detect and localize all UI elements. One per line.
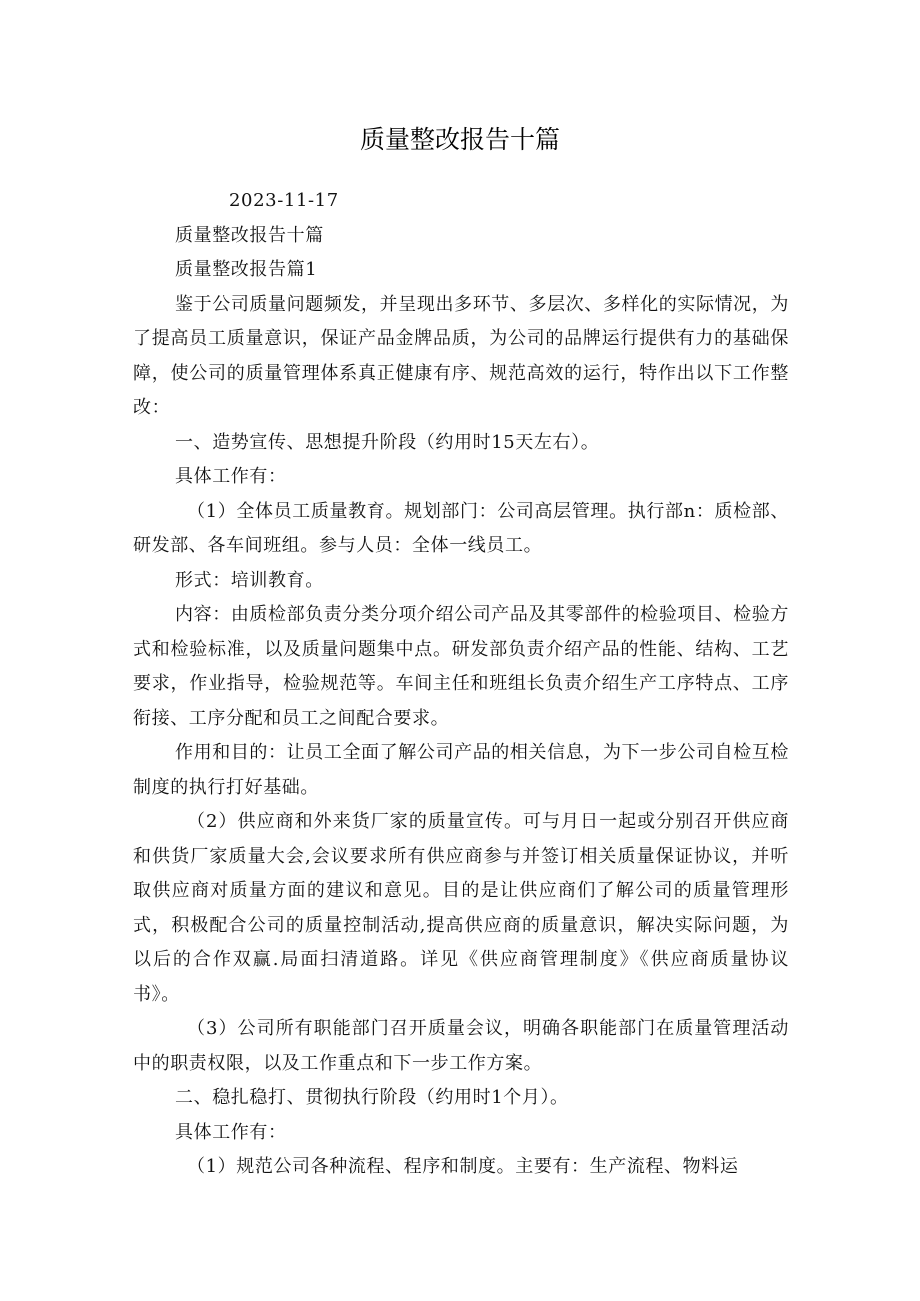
paragraph-item-3: （3）公司所有职能部门召开质量会议，明确各职能部门在质量管理活动中的职责权限，以及工作重点和下一步工作方案。	[133, 1018, 789, 1074]
paragraph-stage-one: 一、造势宣传、思想提升阶段（约用时15天左右）。	[175, 431, 600, 453]
paragraph-content: 内容：由质检部负责分类分项介绍公司产品及其零部件的检验项目、检验方式和检验标准，以及质量问题集中点。研发部负责介绍产品的性能、结构、工艺要求，作业指导，检验规范等。车间主任和班组长负责介绍生产工序特点、工序衔接、工序分配和员工之间配合要求。	[133, 604, 789, 729]
paragraph-subheading: 质量整改报告篇1	[175, 259, 318, 280]
paragraph-tasks-label: 具体工作有：	[175, 466, 287, 487]
paragraph-item-2: （2）供应商和外来货厂家的质量宣传。可与月日一起或分别召开供应商和供货厂家质量大会,会议要求所有供应商参与并签订相关质量保证协议，并听取供应商对质量方面的建议和意见。目的是让供应商们了解公司的质量管理形式，积极配合公司的质量控制活动,提高供应商的质量意识，解决实际问题，为以后的合作双赢.局面扫清道路。详见《供应商管理制度》《供应商质量协议书》。	[133, 811, 789, 1005]
document-date: 2023-11-17	[229, 190, 339, 211]
paragraph-heading: 质量整改报告十篇	[175, 224, 324, 246]
paragraph-purpose: 作用和目的：让员工全面了解公司产品的相关信息，为下一步公司自检互检制度的执行打好基础。	[133, 742, 789, 798]
paragraph-stage-two: 二、稳扎稳打、贯彻执行阶段（约用时1个月）。	[175, 1087, 569, 1108]
paragraph-tasks-label-2: 具体工作有：	[175, 1121, 287, 1143]
document-title: 质量整改报告十篇	[359, 125, 560, 154]
paragraph-item-1: （1）全体员工质量教育。规划部门：公司高层管理。执行部n：质检部、研发部、各车间班组。参与人员：全体一线员工。	[133, 500, 789, 556]
document-body	[133, 184, 789, 1185]
paragraph-intro: 鉴于公司质量问题频发，并呈现出多环节、多层次、多样化的实际情况，为了提高员工质量意识，保证产品金牌品质，为公司的品牌运行提供有力的基础保障，使公司的质量管理体系真正健康有序、规范高效的运行，特作出以下工作整改：	[133, 293, 789, 418]
paragraph-form: 形式：培训教育。	[175, 569, 324, 591]
paragraph-item-4: （1）规范公司各种流程、程序和制度。主要有：生产流程、物料运	[187, 1156, 739, 1177]
